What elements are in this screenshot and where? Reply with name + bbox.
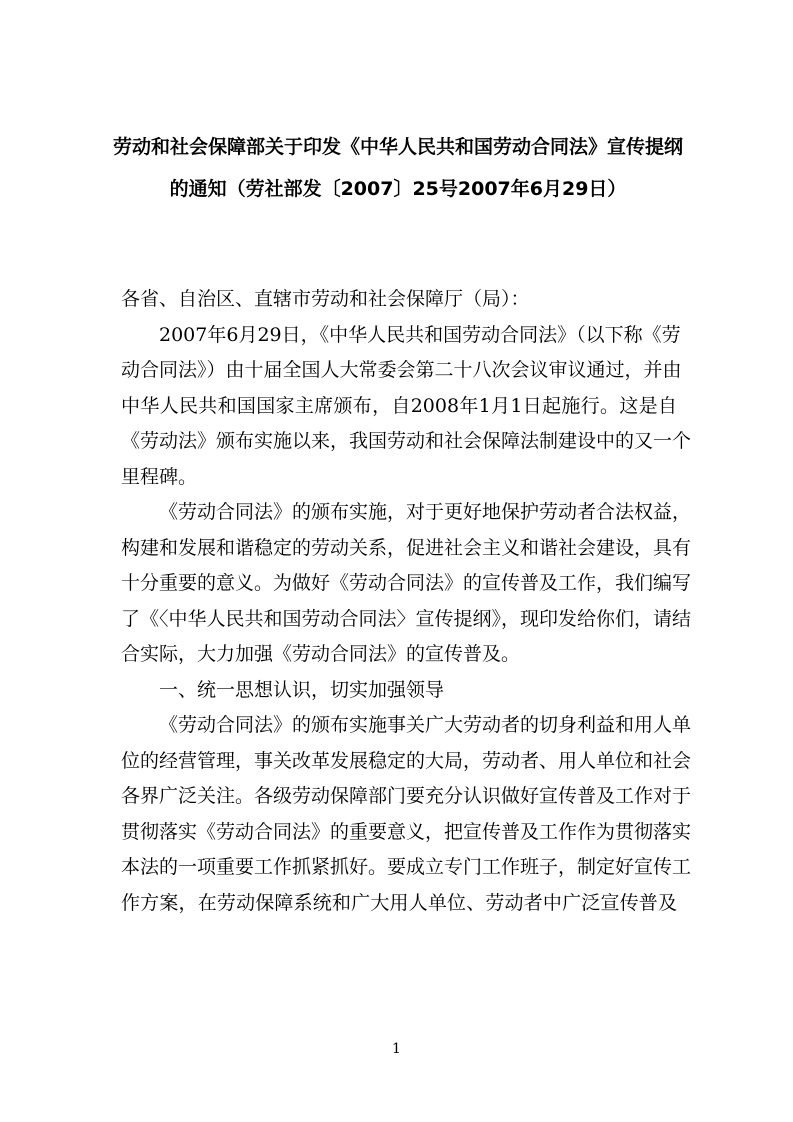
paragraph-line: 了《〈中华人民共和国劳动合同法〉宣传提纲》，现印发给你们，请结	[121, 607, 692, 630]
paragraph-line: 《劳动法》颁布实施以来，我国劳动和社会保障法制建设中的又一个	[121, 430, 692, 452]
paragraph-line: 本法的一项重要工作抓紧抓好。要成立专门工作班子，制定好宣传工	[121, 856, 692, 878]
document-body	[121, 282, 692, 921]
paragraph-line: 十分重要的意义。为做好《劳动合同法》的宣传普及工作，我们编写	[121, 572, 692, 594]
salutation: 各省、自治区、直辖市劳动和社会保障厅（局）：	[121, 288, 530, 310]
paragraph-line: 作方案，在劳动保障系统和广大用人单位、劳动者中广泛宣传普及	[121, 891, 677, 914]
paragraph-line: 合实际，大力加强《劳动合同法》的宣传普及。	[121, 643, 521, 665]
paragraph-line: 构建和发展和谐稳定的劳动关系，促进社会主义和谐社会建设，具有	[121, 536, 692, 559]
paragraph-3	[121, 708, 692, 921]
paragraph-line: 2007年6月29日，《中华人民共和国劳动合同法》（以下称《劳	[159, 323, 681, 346]
document-title	[112, 126, 684, 210]
paragraph-line: 中华人民共和国国家主席颁布，自2008年1月1日起施行。这是自	[121, 394, 677, 417]
page-number: 1	[392, 1041, 401, 1057]
title-line-1: 劳动和社会保障部关于印发《中华人民共和国劳动合同法》宣传提纲	[112, 136, 683, 158]
paragraph-line: 动合同法》）由十届全国人大常委会第二十八次会议审议通过，并由	[121, 359, 682, 381]
paragraph-2	[121, 495, 692, 673]
title-line-2: 的通知（劳社部发〔2007〕25号2007年6月29日）	[169, 178, 627, 200]
paragraph-1	[121, 318, 692, 496]
paragraph-line: 里程碑。	[121, 465, 198, 488]
paragraph-line: 《劳动合同法》的颁布实施，对于更好地保护劳动者合法权益，	[159, 501, 692, 523]
paragraph-line: 贯彻落实《劳动合同法》的重要意义，把宣传普及工作作为贯彻落实	[121, 820, 692, 843]
paragraph-line: 各界广泛关注。各级劳动保障部门要充分认识做好宣传普及工作对于	[121, 785, 692, 807]
paragraph-line: 位的经营管理，事关改革发展稳定的大局，劳动者、用人单位和社会	[121, 749, 692, 772]
section-heading-text: 一、统一思想认识，切实加强领导	[159, 678, 445, 701]
paragraph-line: 《劳动合同法》的颁布实施事关广大劳动者的切身利益和用人单	[159, 714, 692, 736]
section-heading-1	[121, 673, 677, 709]
